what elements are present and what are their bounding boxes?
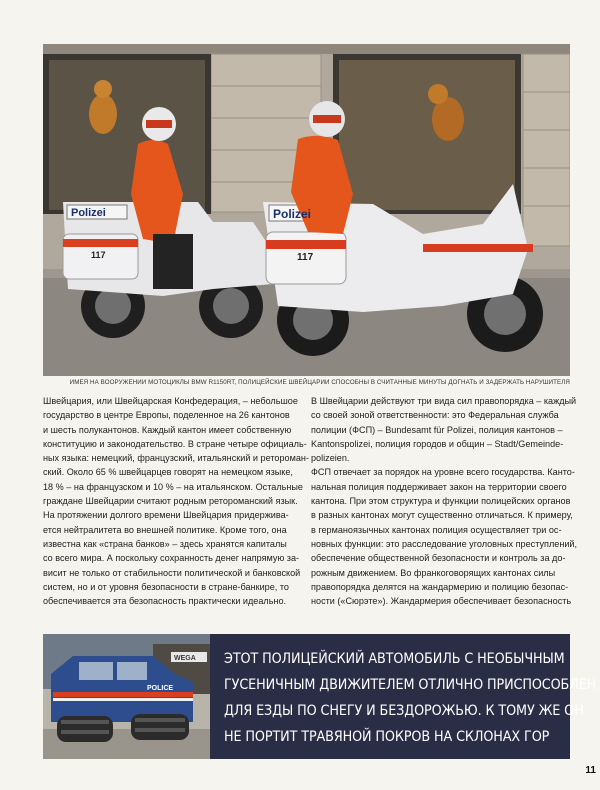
article-line: Kantonspolizei, полиция городов и общин – Stadt/Gemeinde-	[311, 438, 564, 449]
police-plate-right: Polizei	[273, 207, 312, 221]
headline-line: НЕ ПОРТИТ ТРАВЯНОЙ ПОКРОВ НА СКЛОНАХ ГОР	[224, 729, 550, 745]
page-number: 11	[585, 765, 596, 776]
article-line: нальная полиция поддерживает закон на территории своего	[311, 481, 567, 492]
article-line: висит не только от стабильности политической и банковской	[43, 567, 301, 578]
article-line: ский. Около 65 % швейцарцев говорят на немецком языке,	[43, 467, 293, 478]
police-plate-left: Polizei	[71, 207, 106, 219]
article-line: и шесть полукантонов. Каждый кантон имеет собственную	[43, 424, 292, 435]
headline-line: ДЛЯ ЕЗДЫ ПО СНЕГУ И БЕЗДОРОЖЬЮ. К ТОМУ ЖЕ ОН	[224, 703, 584, 719]
article-line: ных языка: немецкий, французский, итальянский и ретороман-	[43, 453, 309, 464]
vehicle-caption-band	[210, 634, 597, 759]
article-line: новных функции: это расследование уголовных преступлений,	[311, 538, 578, 549]
unit-number-left: 117	[91, 250, 106, 260]
article-line: со своей зоной ответственности: это Федеральная служба	[311, 410, 559, 421]
motorcycle-illustration	[43, 44, 570, 376]
article-line: обеспечение общественной безопасности и контроль за до-	[311, 553, 566, 564]
article-line: в разных кантонах могут существенно отличаться. К примеру,	[311, 510, 573, 521]
article-line: полиции (ФСП) – Bundesamt für Polizei, полиция кантонов –	[311, 424, 563, 435]
tracked-vehicle-photo	[43, 634, 210, 759]
article-line: В Швейцарии действуют три вида сил правопорядка – каждый	[311, 396, 577, 406]
article-line: систем, но и от уровня безопасности в стране-банкире, то	[43, 581, 289, 592]
article-line: известна как «страна банков» – здесь хранятся капиталы	[43, 538, 287, 549]
photo-caption: ИМЕЯ НА ВООРУЖЕНИИ МОТОЦИКЛЫ BMW R1150RT, ПОЛИЦЕЙСКИЕ ШВЕЙЦАРИИ СПОСОБНЫ В СЧИТАННЫЕ МИНУТЫ ДОГНАТЬ И ЗАДЕРЖАТЬ НАРУШИТЕЛЯ	[69, 379, 570, 386]
article-line: На протяжении долгого времени Швейцария придержива-	[43, 510, 289, 521]
headline-line: ГУСЕНИЧНЫМ ДВИЖИТЕЛЕМ ОТЛИЧНО ПРИСПОСОБЛЕН	[224, 677, 597, 693]
article-line: polizeien.	[311, 453, 350, 464]
article-line: ности («Сюрэте»). Жандармерия обеспечивает безопасность	[311, 596, 572, 607]
article-line: ФСП отвечает за порядок на уровне всего государства. Канто-	[311, 467, 575, 478]
article-line: граждане Швейцарии считают родным ретороманский язык.	[43, 496, 298, 507]
article-line: в германоязычных кантонах полиция осуществляет три ос-	[311, 524, 562, 535]
article-line: со всего мира. А поскольку сохранность денег напрямую за-	[43, 553, 300, 564]
tracked-vehicle-illustration	[43, 634, 210, 759]
article-line: правопорядка делятся на жандармерию и полицию безопас-	[311, 581, 569, 592]
motorcycle-photo	[43, 44, 570, 376]
article-right-column	[311, 394, 577, 608]
vehicle-police-label: POLICE	[147, 685, 174, 692]
article-line: государство в центре Европы, поделенное на 26 кантонов	[43, 410, 290, 421]
article-line: рожным движением. Во франкоговорящих кантонах силы	[311, 567, 556, 578]
article-line: обеспечивается эта безопасность практически идеально.	[43, 596, 287, 607]
vehicle-caption-headline	[224, 646, 597, 750]
unit-number-right: 117	[297, 252, 314, 263]
article-line: Швейцария, или Швейцарская Конфедерация, – небольшое	[43, 396, 298, 406]
article-line: ется нейтралитета во внешней политике. Кроме того, она	[43, 524, 287, 535]
article-left-column	[43, 394, 308, 608]
article-line: кантона. При этом структура и функции полицейских органов	[311, 496, 571, 507]
article-line: 18 % – на французском и 10 % – на итальянском. Остальные	[43, 481, 303, 492]
shop-sign: WEGA	[174, 655, 196, 662]
article-line: конституцию и законодательство. В стране четыре официаль-	[43, 438, 307, 449]
headline-line: ЭТОТ ПОЛИЦЕЙСКИЙ АВТОМОБИЛЬ С НЕОБЫЧНЫМ	[224, 651, 565, 667]
